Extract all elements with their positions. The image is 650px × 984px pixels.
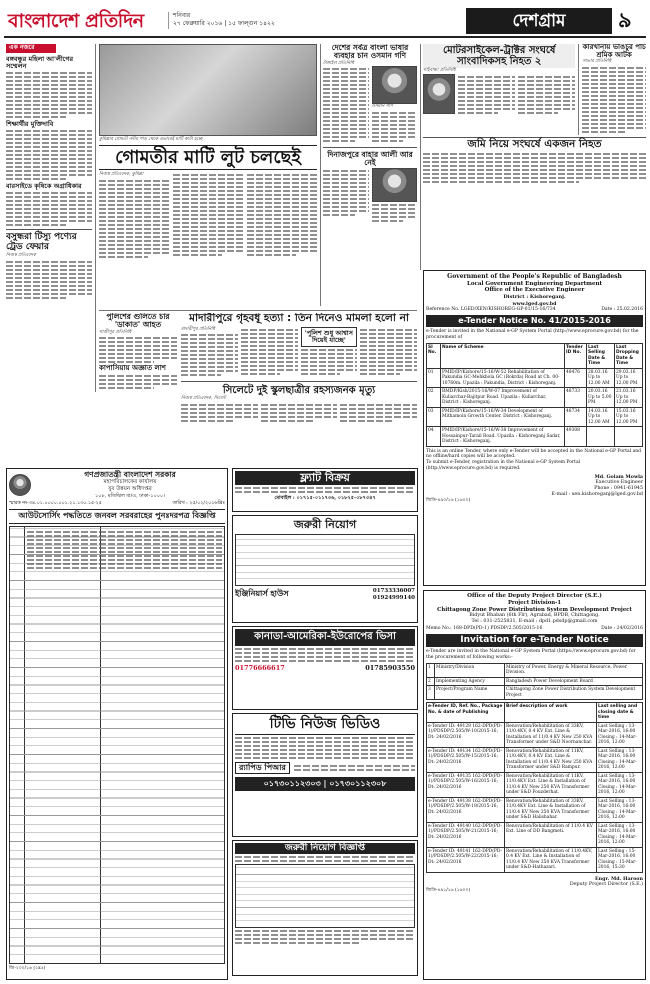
tender-dept: Local Government Engineering Department: [466, 280, 603, 287]
table-row: 03 PMID/IP/Kishore/15-16/W-34 Development of Mithamoin Growth Center. District : Kishoreganj. 48734 14.03.16 Up to 12.00 AM 15.03.16 Up to 12.00 PM: [427, 407, 643, 427]
gov-title: গণপ্রজাতন্ত্রী বাংলাদেশ সরকার: [84, 470, 176, 479]
col-header: Tender ID No.: [565, 343, 587, 368]
accident-headline: মোটরসাইকেল-ট্রাক্টর সংঘর্ষে সাংবাদিকসহ নিহত ২: [423, 44, 575, 68]
brief-body: [6, 130, 92, 180]
kapasia-headline: কাপাসিয়ায় অজ্ঞাত লাশ: [99, 364, 166, 373]
left-news-column: [6, 44, 92, 404]
land-clash-headline: জমি নিয়ে সংঘর্ষে একজন নিহত: [423, 137, 646, 151]
page-number: ৯: [618, 8, 632, 32]
gov-memo: স্মারক নং-৩৪.০১.০০০০.০০১.২১.১৩০.১৫-২৫: [9, 501, 102, 507]
lged-tender-notice: [423, 270, 646, 586]
eng-phone: 01924999140: [372, 594, 415, 601]
power-tender-notice: [423, 590, 646, 980]
tender-note: To submit e-Tender, registration in the National e-GP System Portal (http://www.eprocure.gov.bd) is required.: [426, 459, 581, 471]
brief-headline: বারসাইডে কৃষিকে অগ্রাধিকার: [6, 182, 82, 191]
obituary-headline: দিনাজপুরে বাহার আলী আর নেই: [327, 150, 413, 168]
flat-sale-ad: [232, 468, 418, 512]
tender2-signer-title: Deputy Project Director (S.E.): [569, 881, 643, 887]
tender2-title: Invitation for e-Tender Notice: [426, 634, 643, 647]
gov-date: তারিখ : ২৫/০২/২০১৬খ্রিঃ: [172, 501, 225, 507]
job-ad: [232, 515, 418, 623]
newspaper-logo: বাংলাদেশ প্রতিদিন: [8, 10, 144, 32]
gov-sub2: যুব উন্নয়ন অধিদপ্তর: [108, 486, 152, 493]
sylhet-byline: নিজস্ব প্রতিবেদক, সিলেট: [181, 396, 226, 402]
right-news-column: [423, 44, 646, 270]
visa-phone: 01776666617: [235, 663, 285, 672]
col-header: Brief description of work: [505, 703, 597, 723]
col-header: Last selling and closing date & time: [597, 703, 643, 723]
rapid-pr: র‌্যাপিড পিআর: [235, 762, 290, 775]
tender2-signer: Engr. Md. Haroon: [595, 875, 643, 882]
madaripur-byline: মাদারীপুর প্রতিনিধি: [181, 326, 216, 332]
tender2-memo: Memo No.: 168-DPD(PD-1) PDSDP/2.505/2015-16: [426, 626, 543, 632]
obituary-photo: [372, 168, 418, 202]
tv-news-title: টিভি নিউজ ভিডিও: [235, 716, 415, 735]
issue-day: শনিবার: [173, 12, 191, 19]
table-row: 04 PMID/IP/Kishore/15-16/W-38 Improvement of Hossainpur-Tarail Road. Upazila : Kishoreganj Sadar, District : Kishoreganj. 49308: [427, 427, 643, 447]
tender-gov: Government of the People's Republic of Bangladesh: [447, 273, 622, 280]
table-row: e-Tender ID: 49138 162-DPD(PD-1)/PDSDP/2.505/W-19/2015-16; Dt: 24/02/2016 Renovation/Rehabilitation of 33KV, 11/0.4KV Ext. Line & Installation of 11/0.4 KV New 250 KVA Transformer under S&D Halishahar. Last Selling : 13-Mar-2016, 16:00 Closing : 14-Mar-2016, 12:00: [427, 797, 643, 822]
job-ad-title: জরুরী নিয়োগ: [293, 518, 357, 531]
engineering-house: ইঞ্জিনিয়ার্স হাউস: [235, 589, 289, 599]
visa-ad: [232, 626, 418, 710]
tender-district: District : Kishoreganj.: [503, 294, 566, 301]
table-row: 1 Ministry/Division Ministry of Power, Energy & Mineral Resource, Power Division.: [427, 663, 643, 677]
tender2-dept: Project Division-1: [507, 599, 562, 606]
language-byline: টাঙ্গাইল প্রতিনিধি: [323, 60, 354, 66]
masthead: [4, 4, 646, 38]
tender-ref: Reference No. LGED/XEN/KISHOREG-GP-01/15-16/734: [426, 307, 556, 313]
brief-body: [6, 72, 92, 118]
tender-notice-number: e-Tender Notice No. 41/2015-2016: [426, 315, 643, 327]
brief-body: [6, 192, 92, 226]
portrait-caption: ওসমান গণি: [371, 104, 393, 110]
language-headline: দেশের সর্বত্র বাংলা ভাষার ব্যবহার চান ওসমান গণি: [331, 44, 409, 61]
col-header: Last Selling Date & Time: [587, 343, 615, 368]
table-row: 3 Project/Program Name Chittagong Zone Power Distribution System Development Project: [427, 686, 643, 700]
rapid-phone: ০১৭৩০১১২৩০৩ | ০১৭৩০১১২৩০৮: [235, 777, 415, 791]
tender2-office: Office of the Deputy Project Director (S.E.): [467, 593, 602, 599]
issue-date-text: ২৭ ফেব্রুয়ারি ২০১৬ | ১৫ ফাল্গুন ১৪২২: [173, 20, 275, 28]
sylhet-headline: সিলেটে দুই স্কুলছাত্রীর রহস্যজনক মৃত্যু: [222, 385, 376, 397]
mid-news-column: [323, 44, 417, 306]
police-story: [99, 313, 177, 401]
main-byline: নিজস্ব প্রতিবেদক, কুমিল্লা: [99, 172, 144, 178]
table-row: e-Tender ID: 49140 162-DPD(PD-1)/PDSDP/2.505/W-21/2015-16; Dt: 24/02/2016 Renovation/Rehabilitation of 11/0.4 KV Ext. Line of DD Bangmeti. Last Selling : 13-Mar-2016, 16:00 Closing : 14-Mar-2016, 12:00: [427, 822, 643, 847]
tender-email: E-mail : xen.kishoreganj@lged.gov.bd: [551, 492, 643, 498]
factory-byline: সাভার প্রতিনিধি: [582, 59, 612, 65]
tender2-project: Chittagong Zone Power Distribution System Development Project: [437, 606, 632, 613]
pull-quote: 'পুলিশ শুধু আশ্বাস দিয়েই যাচ্ছে': [301, 327, 358, 347]
tender2-tel: Tel : 031-2525831, E-mail : dpd1.pdsdp@gmail.com: [471, 619, 598, 625]
table-row: 02 RMDP/Kish/2015-16/W-07 Improvement of Kuliarchar-Bajitpur Road. Upazila : Kuliarchar, District : Kishoreganj. 48733 20.03.16 Up to 5.00 PM 21.03.16 Up to 12.00 PM: [427, 388, 643, 408]
tender2-works-table: [426, 702, 643, 873]
table-row: e-Tender ID: 49135 162-DPD(PD-1)/PDSDP/2.505/W-16/2015-16; Dt: 24/02/2016 Renovation/Rehabilitation of 11KV, 11/0.4KV Ext. Line & Installation of 11/0.4 KV New 250 KVA Transformer under S&D Fouzderhat. Last Selling : 13-Mar-2016, 16:00 Closing : 14-Mar-2016, 12:00: [427, 772, 643, 797]
table-row: 01 PMID/IP/Kishore/15-16/W-52 Rehabilitation of Pakundia GC-Mehkhola GC (Bokrda) Road at Ch. 00-10760m. Upazila : Pakundia, District : Kishoreganj. 48476 28.03.16 Up to 12.00 AM 29.03.16 Up to 12.00 PM: [427, 368, 643, 388]
notice-footer-code: জি-২০০/১৬ (২x৫): [9, 966, 46, 972]
government-seal: [9, 474, 31, 496]
gov-address: ১০৮, মতিঝিল বা/এ, ঢাকা-১০০০।: [94, 493, 165, 499]
factory-headline: কারখানায় ভাঙচুর পাঁচ শ্রমিক আটক: [582, 44, 646, 59]
tender-table: [426, 343, 643, 447]
river-photo: [99, 44, 317, 136]
flat-sale-phone: মোবাইল : ০১৭১৫-০১১৭৩৬, ০১৮২৫-০৮৭৩৪৭: [274, 494, 376, 501]
tender2-intro: e-Tender are invited in the National e-GP System Portal (https://www.eprocure.gov.bd) for the procurement of following works:-: [426, 649, 636, 660]
portrait-photo: [372, 66, 418, 104]
story-body: [6, 261, 92, 299]
eng-phone: 01733336007: [372, 587, 415, 594]
tender2-footer-code: জিডি-৪৯১/১৬ (১৬০০): [426, 887, 471, 893]
police-headline: পুলিশের গুলিতে চার 'ডাকাত' আহত: [106, 313, 170, 330]
table-row: e-Tender ID: 49141 162-DPD(PD-1)/PDSDP/2.505/W-22/2015-16; Dt: 24/02/2016 Renovation/Rehabilitation of 11/0.4KV, 0.4 KV Ext. Line & Installation of 11/0.4 KV New 250 KVA Transformer under S&D-Hathazari. Last Selling : 15-Mar-2016, 16:00 Closing : 15-Mar-2016, 15:30: [427, 847, 643, 872]
brief-headline: বঙ্গবন্ধুর মহিলা আ'লীগের সম্মেলন: [6, 54, 74, 70]
section-title: দেশগ্রাম: [466, 8, 612, 34]
tender-signer-title: Executive Engineer: [595, 480, 643, 486]
job-notice-ad: [232, 840, 418, 976]
job-notice-title: জরুরী নিয়োগ বিজ্ঞপ্তি: [235, 843, 415, 854]
accident-photo: [423, 74, 455, 114]
photo-caption: কুমিল্লার গোমতী নদীর পাড় থেকে এভাবেই মাটি কাটা হচ্ছে: [99, 137, 203, 142]
madaripur-story: [181, 313, 417, 465]
story-headline: বসুন্ধরা টিস্যু পণ্যের ট্রেড ফেয়ার: [6, 232, 77, 253]
tender2-date: Date : 24/02/2016: [601, 626, 643, 632]
tender-footer-code: জিডি-৪৯০/১৬ (১৬০০): [426, 498, 471, 504]
notice-title: আউটসোর্সিং পদ্ধতিতে জনবল সরবরাহের পুনঃদরপত্র বিজ্ঞপ্তি: [9, 509, 225, 524]
tender-intro: e-Tender is invited in the National e-GP System Portal (http://www.eprocure.gov.bd) for the procurement of: [426, 329, 639, 340]
col-header: Last Dropping Date & Time: [615, 343, 643, 368]
accident-byline: গাইবান্ধা প্রতিনিধি: [423, 68, 456, 73]
table-row: 2 Implementing Agency Bangladesh Power Development Board: [427, 677, 643, 686]
col-header: SI No.: [427, 343, 441, 368]
tv-news-ad: [232, 713, 418, 837]
col-header: Name of Scheme: [441, 343, 565, 368]
classified-ads: [232, 468, 418, 980]
tender2-address: Bidyut Bhaban (6th Flr), Agrabad, BPDB, Chittagong.: [469, 613, 600, 619]
police-byline: গাজীপুর প্রতিনিধি: [99, 329, 132, 335]
tender2-info-table: [426, 663, 643, 701]
table-row: e-Tender ID: 49134 162-DPD(PD-1)/PDSDP/2.505/W-15/2015-16; Dt: 24/02/2016 Renovation/Rehabilitation of 11KV, 11/0.4KV, 0.4 KV Ext. Line & Installation of 11/0.4 KV New 250 KVA Transformer under S&D Rampur. Last Selling : 13-Mar-2016, 16:00 Closing : 14-Mar-2016, 12:00: [427, 747, 643, 772]
issue-date: [168, 12, 275, 29]
tender-date: Date : 25.02.2016: [601, 307, 643, 313]
gov-sub: মহাপরিচালকের কার্যালয়: [103, 479, 157, 486]
col-header: e-Tender ID, Ref. No., Package No. & date of Publishing: [427, 703, 505, 723]
news-brief-kicker: এক নজরে: [6, 44, 56, 53]
main-story: [99, 44, 317, 308]
tender-signer: Md. Golam Mowla: [594, 474, 643, 481]
outsourcing-notice: [6, 468, 228, 980]
table-row: e-Tender ID: 49129 162-DPD(PD-1)/PDSDP/2.505/W-10/2015-16; Dt: 24/02/2016 Renovation/Rehabilitation of 33KV, 11/0.4KV, 0.4 KV Ext. Line & Installation of 11/0.4 KV New 250 KVA Transformer under S&D Noornanchar. Last Selling : 13-Mar-2016, 16:00 Closing : 14-Mar-2016, 12:00: [427, 722, 643, 747]
tender-web: www.lged.gov.bd: [512, 300, 557, 307]
main-headline: গোমতীর মাটি লুট চলছেই: [99, 145, 317, 171]
notice-table: [9, 526, 225, 964]
madaripur-headline: মাদারীপুরে গৃহবধূ হত্যা : তিন দিনেও মামলা হলো না: [189, 313, 409, 324]
flat-sale-title: ফ্ল্যাট বিক্রয়: [235, 471, 415, 485]
visa-title: কানাডা-আমেরিকা-ইউরোপের ভিসা: [235, 629, 415, 646]
brief-headline: শিক্ষার্থীর মুক্তিদাবি: [6, 119, 54, 128]
tender-note: This is an online Tender, where only e-Tender will be accepted in the National e-GP Portal and no offline/hard copies will be accepted.: [426, 448, 642, 460]
visa-phone: 01785903550: [365, 663, 415, 672]
tender-office: Office of the Executive Engineer: [484, 287, 585, 294]
story-byline: নিজস্ব প্রতিবেদক: [6, 252, 37, 258]
tender-phone: Phone : 0941-61945: [594, 486, 643, 492]
